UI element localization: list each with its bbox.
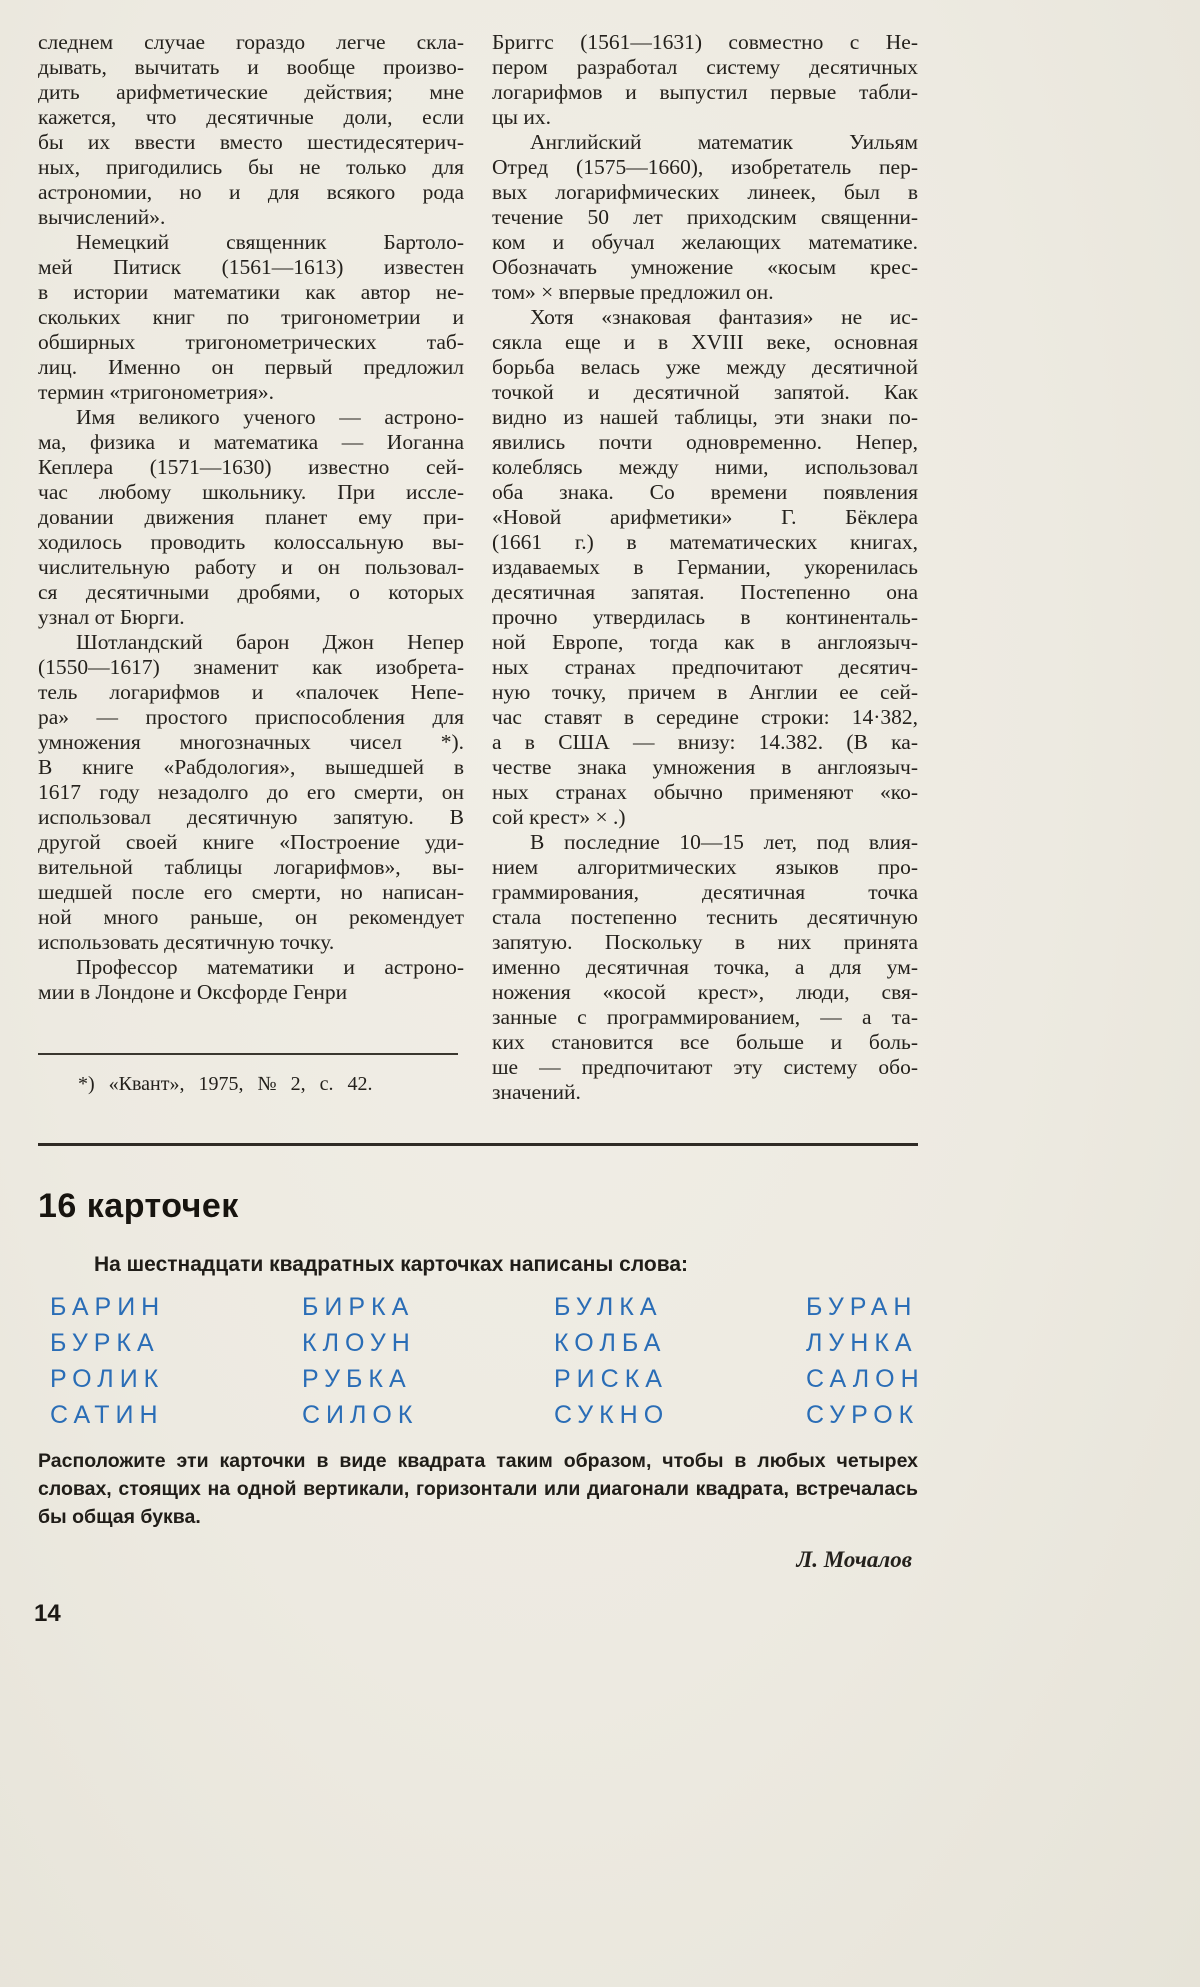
text-line: ножения «косой крест», люди, свя- [492,980,918,1004]
text-line: стала постепенно теснить десятичную [492,905,918,929]
text-line: Немецкий священник Бартоло- [76,230,464,254]
text-line: видно из нашей таблицы, эти знаки по- [492,405,918,429]
text-line: логарифмов и выпустил первые табли- [492,80,918,104]
text-line: ходилось проводить колоссальную вы- [38,530,464,554]
text-line: ную точку, причем в Англии ее сей- [492,680,918,704]
text-line: Имя великого ученого — астроно- [76,405,464,429]
text-line: Профессор математики и астроно- [76,955,464,979]
text-line: цы их. [492,105,551,129]
paragraph [492,130,918,305]
text-line: дывать, вычитать и вообще произво- [38,55,464,79]
text-line: следнем случае гораздо легче скла- [38,30,464,54]
card-word: САЛОН [806,1365,925,1394]
text-line: мии в Лондоне и Оксфорде Генри [38,980,348,1004]
text-line: течение 50 лет приходским священни- [492,205,918,229]
card-word: КОЛБА [554,1329,667,1358]
text-line: вительной таблицы логарифмов», вы- [38,855,464,879]
text-line: том» × впервые предложил он. [492,280,774,304]
text-line: час ставят в середине строки: 14·382, [492,705,918,729]
text-line: час любому школьнику. При иссле- [38,480,464,504]
text-line: Бриггс (1561—1631) совместно с Не- [492,30,918,54]
text-line: довании движения планет ему при- [38,505,464,529]
text-line: узнал от Бюрги. [38,605,185,629]
text-line: именно десятичная точка, а для ум- [492,955,918,979]
text-line: (1661 г.) в математических книгах, [492,530,918,554]
text-line: числительную работу и он пользовал- [38,555,464,579]
text-line: ше — предпочитают эту систему обо- [492,1055,918,1079]
article-column-2 [492,30,918,1105]
text-line: «Новой арифметики» Г. Бёклера [492,505,918,529]
text-line: ра» — простого приспособления для [38,705,464,729]
text-line: ком и обучал желающих математике. [492,230,918,254]
text-line: ной много раньше, он рекомендует [38,905,464,929]
text-line: шедшей после его смерти, но написан- [38,880,464,904]
puzzle-title: 16 карточек [38,1187,239,1225]
text-line: издаваемых в Германии, укоренилась [492,555,918,579]
text-line: значений. [492,1080,581,1104]
card-word: РУБКА [302,1365,412,1394]
paragraph [492,305,918,830]
text-line: явились почти одновременно. Непер, [492,430,918,454]
text-line: (1550—1617) знаменит как изобрета- [38,655,464,679]
text-line: Хотя «знаковая фантазия» не ис- [530,305,918,329]
text-line: а в США — внизу: 14.382. (В ка- [492,730,918,754]
card-word: БАРИН [50,1293,166,1322]
card-words-grid [38,1293,925,1430]
text-line: колеблясь между ними, использовал [492,455,918,479]
text-line: десятичная запятая. Постепенно она [492,580,918,604]
text-line: Английский математик Уильям [530,130,918,154]
text-line: ных, пригодились бы не только для [38,155,464,179]
text-line: нием алгоритмических языков про- [492,855,918,879]
card-word: РОЛИК [50,1365,165,1394]
text-line: Отред (1575—1660), изобретатель пер- [492,155,918,179]
text-line: другой своей книге «Построение уди- [38,830,464,854]
text-line: В книге «Рабдология», вышедшей в [38,755,464,779]
text-line: Обозначать умножение «косым крес- [492,255,918,279]
text-line: сой крест» × .) [492,805,626,829]
text-line: ся десятичными дробями, о которых [38,580,464,604]
card-word: КЛОУН [302,1329,416,1358]
text-line: граммирования, десятичная точка [492,880,918,904]
puzzle-task [38,1447,918,1531]
section-divider [38,1143,918,1146]
card-word: СИЛОК [302,1401,419,1430]
text-line: сякла еще и в XVIII веке, основная [492,330,918,354]
text-line: оба знака. Со времени появления [492,480,918,504]
text-line: обширных тригонометрических таб- [38,330,464,354]
footnote: *) «Квант», 1975, № 2, с. 42. [78,1073,373,1095]
card-word: БУРАН [806,1293,918,1322]
paragraph [492,830,918,1105]
paragraph [38,630,464,955]
text-line: занные с программированием, — а та- [492,1005,918,1029]
text-line: борьба велась уже между десятичной [492,355,918,379]
text-line: бы их ввести вместо шестидесятерич- [38,130,464,154]
text-line: лиц. Именно он первый предложил [38,355,464,379]
text-line: термин «тригонометрия». [38,380,274,404]
card-word: СУКНО [554,1401,670,1430]
text-line: Кеплера (1571—1630) известно сей- [38,455,464,479]
text-line: ной Европе, тогда как в англоязыч- [492,630,918,654]
paragraph [38,30,464,230]
text-line: ных странах обычно применяют «ко- [492,780,918,804]
card-word: ЛУНКА [806,1329,918,1358]
paragraph [38,230,464,405]
card-word: БУРКА [50,1329,160,1358]
text-line: использовал десятичную запятую. В [38,805,464,829]
card-word: СУРОК [806,1401,920,1430]
text-line: В последние 10—15 лет, под влия- [530,830,918,854]
text-line: Расположите эти карточки в виде квадрата таким образом, чтобы в любых четырех [38,1450,918,1473]
card-word: БИРКА [302,1293,415,1322]
text-line: использовать десятичную точку. [38,930,335,954]
text-line: точкой и десятичной запятой. Как [492,380,918,404]
text-line: астрономии, но и для всякого рода [38,180,464,204]
paragraph [492,30,918,130]
text-line: умножения многозначных чисел *). [38,730,464,754]
column-text [38,30,464,1005]
paragraph [38,955,464,1005]
text-line: честве знака умножения в англоязыч- [492,755,918,779]
page-content [38,30,925,1573]
text-line: ма, физика и математика — Иоганна [38,430,464,454]
puzzle-intro: На шестнадцати квадратных карточках написаны слова: [94,1253,689,1277]
card-word: БУЛКА [554,1293,663,1322]
text-line: ных странах предпочитают десятич- [492,655,918,679]
text-line: кажется, что десятичные доли, если [38,105,464,129]
text-line: мей Питиск (1561—1613) известен [38,255,464,279]
text-line: ких становится все больше и боль- [492,1030,918,1054]
footnote-divider [38,1053,458,1055]
text-line: вычислений». [38,205,166,229]
text-line: вых логарифмических линеек, был в [492,180,918,204]
text-line: бы общая буква. [38,1506,201,1529]
puzzle-author: Л. Мочалов [796,1547,912,1573]
text-line: скольких книг по тригонометрии и [38,305,464,329]
text-line: 1617 году незадолго до его смерти, он [38,780,464,804]
text-line: дить арифметические действия; мне [38,80,464,104]
text-line: пером разработал систему десятичных [492,55,918,79]
article-column-1 [38,30,464,1105]
article [38,30,918,1105]
text-line: прочно утвердилась в континенталь- [492,605,918,629]
column-text [492,30,918,1105]
text-line: запятую. Поскольку в них принята [492,930,918,954]
paragraph [38,405,464,630]
card-word: РИСКА [554,1365,668,1394]
text-line: в истории математики как автор не- [38,280,464,304]
page-number: 14 [34,1600,61,1627]
text-line: словах, стоящих на одной вертикали, горизонтали или диагонали квадрата, встречалась [38,1478,918,1501]
text-line: Шотландский барон Джон Непер [76,630,464,654]
text-line: тель логарифмов и «палочек Непе- [38,680,464,704]
card-word: САТИН [50,1401,164,1430]
